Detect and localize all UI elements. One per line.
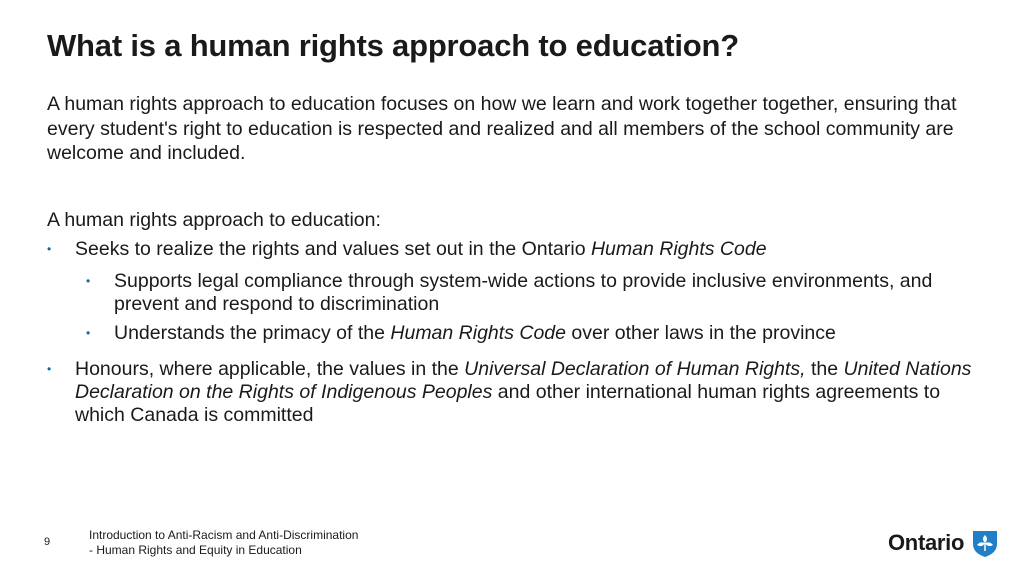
bullet-marker: •	[47, 242, 52, 256]
subbullet-primacy	[86, 322, 966, 345]
logo-wordmark: Ontario	[888, 530, 965, 555]
bullet-realize-rights	[47, 238, 987, 261]
bullet-marker: •	[86, 274, 91, 288]
ontario-logo	[888, 526, 1000, 560]
bullet-marker: •	[47, 362, 52, 376]
bullet-text: Honours, where applicable, the values in the Universal Declaration of Human Rights, the United Nations Declaration on the Rights of Indigenous Peoples and other international human rights agreements to which Canada is committed	[75, 358, 972, 426]
bullet-text: Seeks to realize the rights and values set out in the Ontario Human Rights Code	[75, 238, 767, 260]
ontario-trillium-icon	[970, 528, 1000, 558]
bullet-marker: •	[86, 326, 91, 340]
list-lead: A human rights approach to education:	[47, 209, 381, 231]
footer-line-1: Introduction to Anti-Racism and Anti-Discrimination	[89, 528, 359, 542]
slide-title: What is a human rights approach to education?	[47, 28, 739, 63]
intro-paragraph: A human rights approach to education focuses on how we learn and work together together, ensuring that every student's right to education is respected and realized and all members of the school community are welcome and included.	[47, 93, 957, 164]
page-number: 9	[44, 536, 51, 548]
footer-line-2: - Human Rights and Equity in Education	[89, 543, 302, 557]
footer-caption	[89, 528, 358, 558]
bullet-honours-declarations	[47, 358, 987, 427]
subbullet-legal-compliance	[86, 270, 966, 316]
subbullet-text: Understands the primacy of the Human Rights Code over other laws in the province	[114, 322, 836, 344]
subbullet-text: Supports legal compliance through system-wide actions to provide inclusive environments, and prevent and respond to discrimination	[114, 270, 933, 315]
